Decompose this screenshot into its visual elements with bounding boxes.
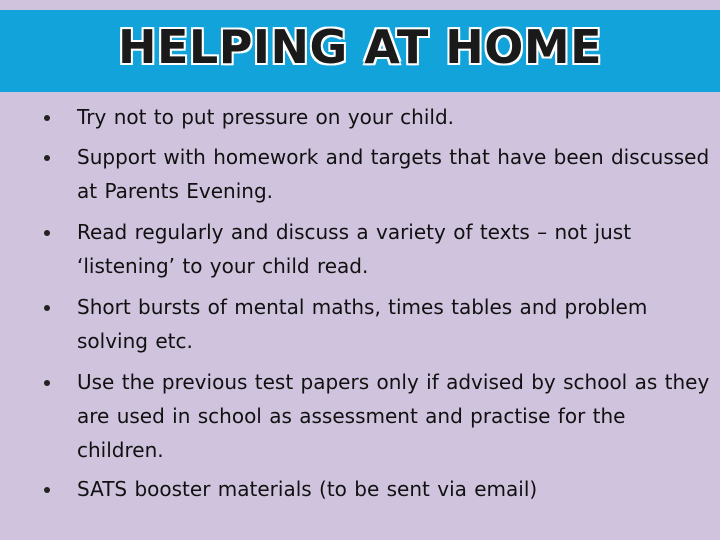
page-title: HELPING AT HOME <box>117 20 603 74</box>
list-item-text: Use the previous test papers only if advised by school as they are used in school as assessment and practise for the children. <box>77 370 710 462</box>
bullet-list <box>0 100 720 506</box>
list-item-text: Read regularly and discuss a variety of texts – not just ‘listening’ to your child read. <box>77 220 632 278</box>
list-item <box>0 100 720 134</box>
list-item <box>0 140 720 208</box>
list-item <box>0 365 720 467</box>
bullet-icon <box>44 115 50 121</box>
bullet-icon <box>44 380 50 386</box>
bullet-icon <box>44 487 50 493</box>
list-item-text: Try not to put pressure on your child. <box>77 105 454 129</box>
list-item <box>0 215 720 283</box>
list-item-text: SATS booster materials (to be sent via email) <box>77 477 538 501</box>
list-item <box>0 290 720 358</box>
bullet-icon <box>44 230 50 236</box>
list-item <box>0 472 720 506</box>
bullet-icon <box>44 305 50 311</box>
list-item-text: Short bursts of mental maths, times tables and problem solving etc. <box>77 295 648 353</box>
bullet-icon <box>44 155 50 161</box>
list-item-text: Support with homework and targets that have been discussed at Parents Evening. <box>77 145 710 203</box>
